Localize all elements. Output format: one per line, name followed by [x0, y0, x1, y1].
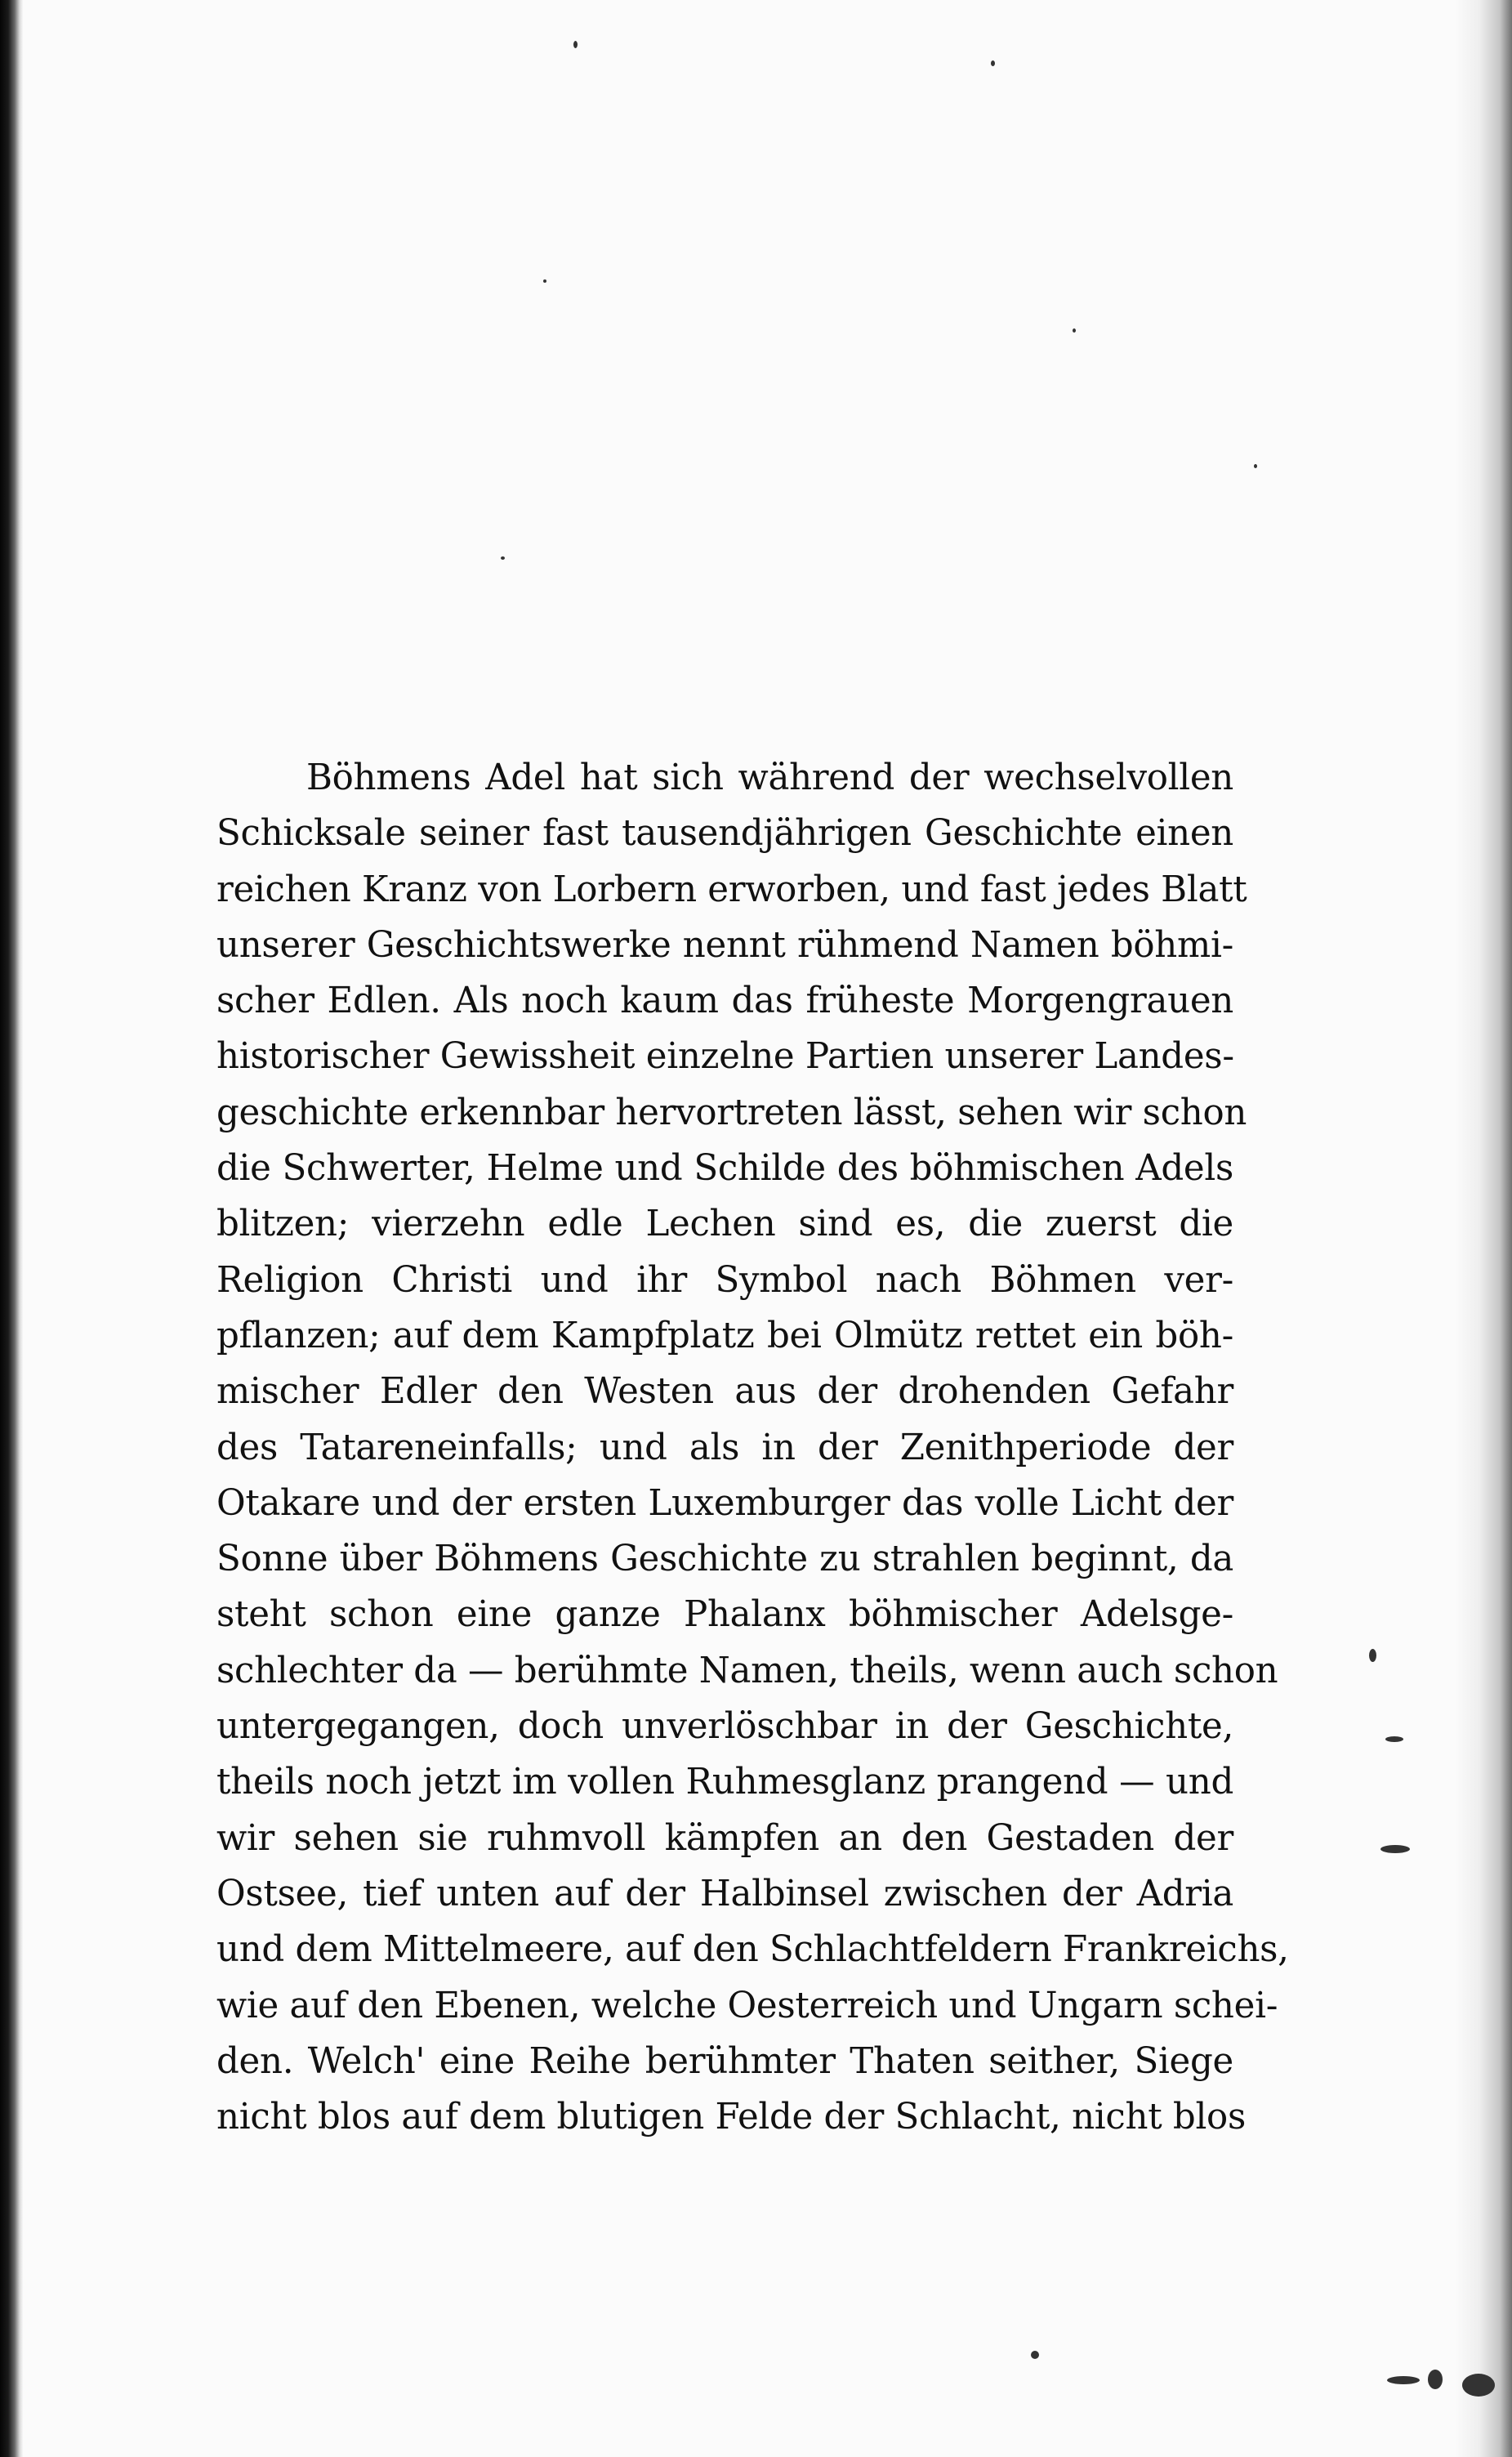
text-line: wir sehen sie ruhmvoll kämpfen an den Gestaden der: [216, 1817, 1233, 1859]
text-line: geschichte erkennbar hervortreten lässt, sehen wir schon: [216, 1092, 1247, 1133]
binding-shadow: [0, 0, 23, 2457]
dust-speck: [1254, 464, 1257, 468]
text-line: die Schwerter, Helme und Schilde des böhmischen Adels: [216, 1148, 1233, 1190]
text-line: mischer Edler den Westen aus der drohenden Gefahr: [216, 1371, 1233, 1413]
page-edge-shadow: [1455, 0, 1512, 2457]
dust-speck: [1031, 2351, 1039, 2359]
text-line: Schicksale seiner fast tausendjährigen Geschichte einen: [216, 813, 1233, 855]
dust-speck: [573, 41, 578, 48]
dust-speck: [1369, 1649, 1376, 1662]
text-line: scher Edlen. Als noch kaum das früheste Morgengrauen: [216, 981, 1233, 1022]
text-line: nicht blos auf dem blutigen Felde der Schlacht, nicht blos: [216, 2097, 1246, 2138]
dust-speck: [1387, 2376, 1420, 2384]
dust-speck: [501, 556, 505, 560]
text-line: historischer Gewissheit einzelne Partien unserer Landes-: [216, 1036, 1234, 1078]
text-line: pflanzen; auf dem Kampfplatz bei Olmütz rettet ein böh-: [216, 1315, 1233, 1356]
dust-speck: [1385, 1736, 1403, 1742]
text-line: Sonne über Böhmens Geschichte zu strahlen beginnt, da: [216, 1539, 1233, 1580]
text-line: untergegangen, doch unverlöschbar in der Geschichte,: [216, 1706, 1233, 1748]
dust-speck: [991, 60, 995, 66]
dust-speck: [1380, 1845, 1410, 1853]
text-line: theils noch jetzt im vollen Ruhmesglanz prangend — und: [216, 1762, 1233, 1803]
text-line: unserer Geschichtswerke nennt rühmend Namen böhmi-: [216, 924, 1233, 966]
dust-speck: [543, 279, 546, 283]
text-line: Otakare und der ersten Luxemburger das volle Licht der: [216, 1482, 1233, 1524]
text-line: Ostsee, tief unten auf der Halbinsel zwischen der Adria: [216, 1873, 1233, 1914]
body-text: [216, 750, 1289, 2145]
text-line: und dem Mittelmeere, auf den Schlachtfeldern Frankreichs,: [216, 1929, 1289, 1971]
text-line: blitzen; vierzehn edle Lechen sind es, die zuerst die: [216, 1204, 1233, 1245]
text-line: Religion Christi und ihr Symbol nach Böhmen ver-: [216, 1259, 1233, 1301]
dust-speck: [1462, 2374, 1495, 2397]
text-line: wie auf den Ebenen, welche Oesterreich und Ungarn schei-: [216, 1985, 1278, 2026]
text-line: Böhmens Adel hat sich während der wechselvollen: [306, 757, 1233, 798]
dust-speck: [1073, 328, 1076, 333]
dust-speck: [1428, 2370, 1443, 2389]
text-line: reichen Kranz von Lorbern erworben, und fast jedes Blatt: [216, 869, 1247, 910]
text-line: den. Welch' eine Reihe berühmter Thaten seither, Siege: [216, 2040, 1233, 2082]
text-line: schlechter da — berühmte Namen, theils, wenn auch schon: [216, 1650, 1278, 1691]
text-line: steht schon eine ganze Phalanx böhmischer Adelsge-: [216, 1594, 1233, 1636]
text-line: des Tatareneinfalls; und als in der Zenithperiode der: [216, 1427, 1233, 1468]
